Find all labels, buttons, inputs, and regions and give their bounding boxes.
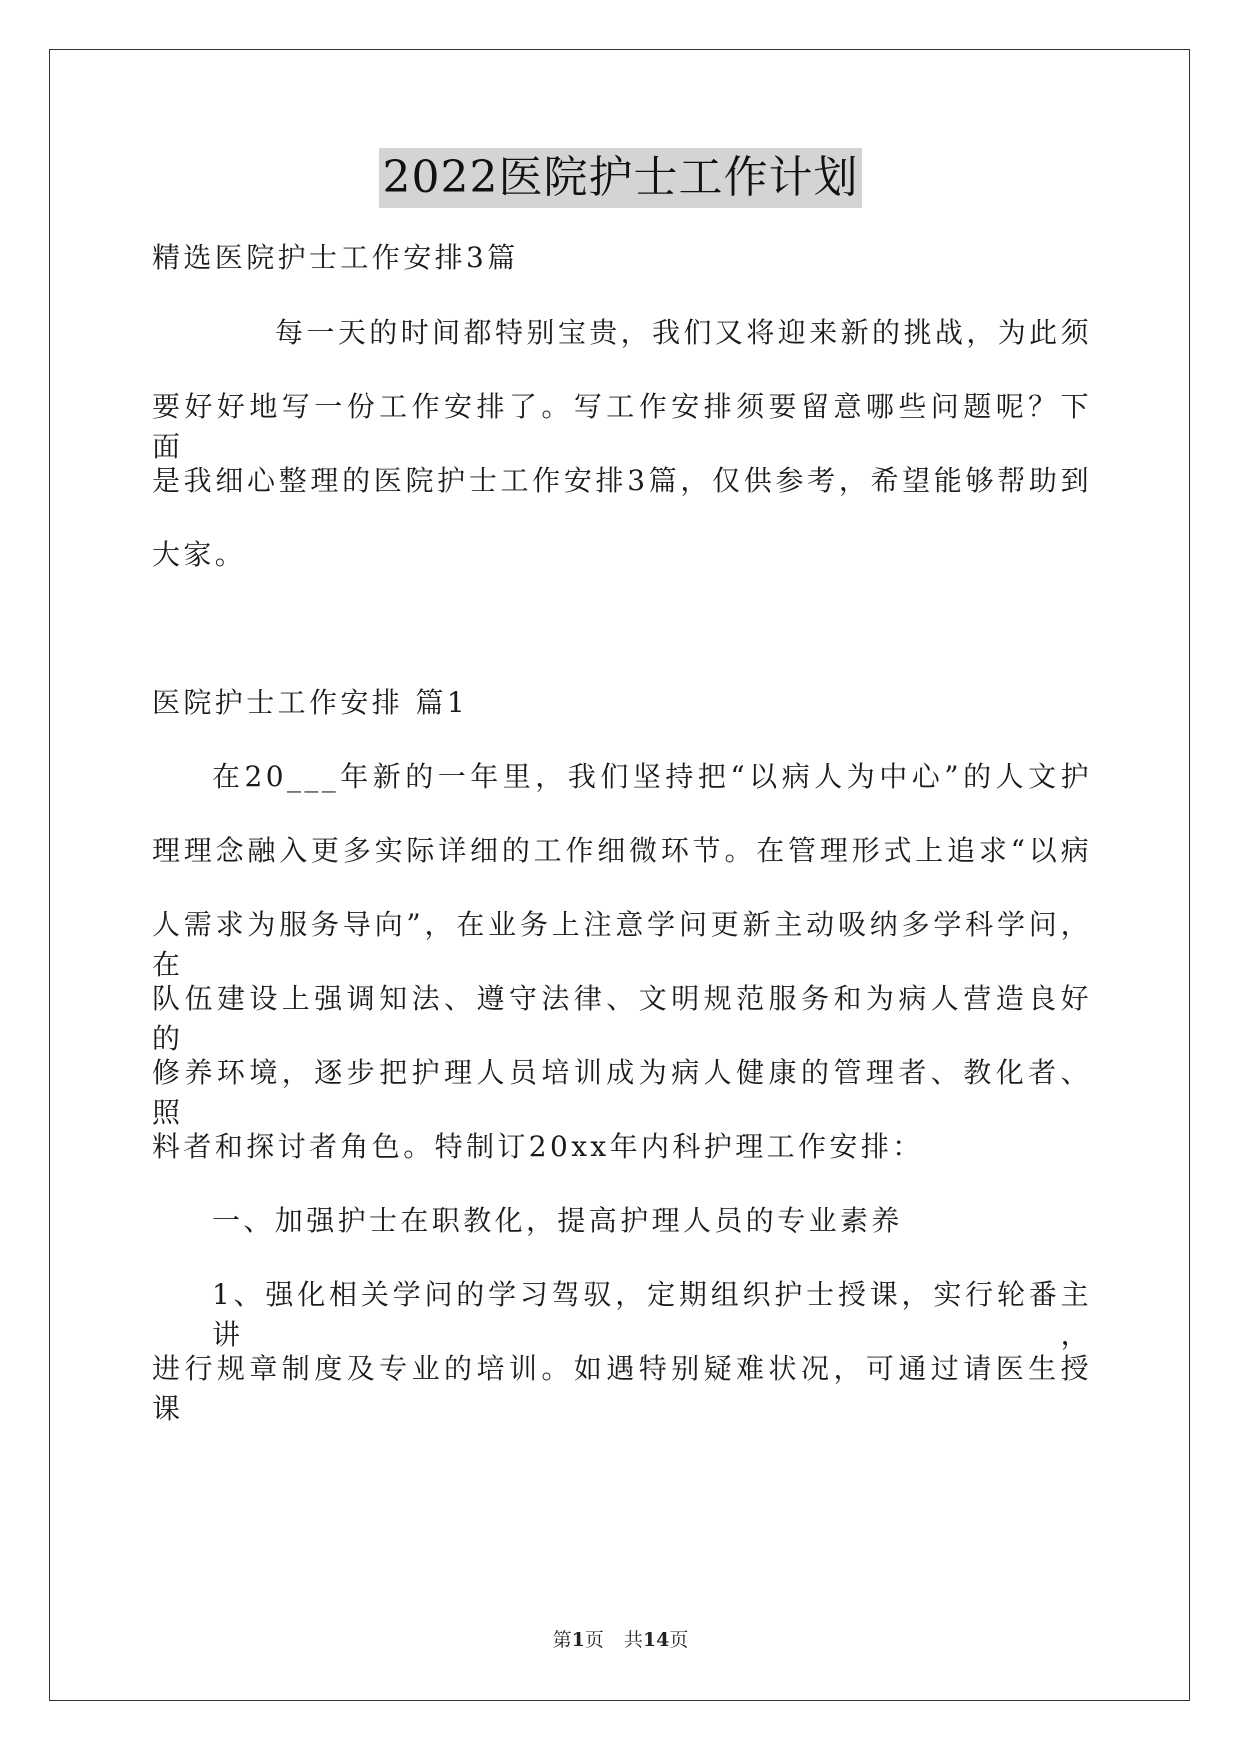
item-line: 1、强化相关学问的学习驾驭，定期组织护士授课，实行轮番主讲， [212, 1278, 1092, 1351]
footer-page-number: 1 [571, 1629, 585, 1651]
body-line: 人需求为服务导向”，在业务上注意学问更新主动吸纳多学科学问，在 [152, 908, 1092, 981]
footer-total-suffix: 页 [669, 1629, 689, 1651]
subheading: 一、加强护士在职教化，提高护理人员的专业素养 [212, 1204, 903, 1237]
body-line: 料者和探讨者角色。特制订20xx年内科护理工作安排： [152, 1130, 924, 1163]
title-container [0, 148, 1241, 208]
document-title: 2022医院护士工作计划 [379, 148, 863, 208]
item-line: 进行规章制度及专业的培训。如遇特别疑难状况，可通过请医生授课 [152, 1352, 1092, 1425]
document-subtitle: 精选医院护士工作安排3篇 [152, 241, 519, 274]
page-border [49, 49, 1190, 1701]
intro-line: 是我细心整理的医院护士工作安排3篇，仅供参考，希望能够帮助到 [152, 464, 1092, 497]
page-footer [0, 1626, 1241, 1654]
body-line: 队伍建设上强调知法、遵守法律、文明规范服务和为病人营造良好的 [152, 982, 1092, 1055]
intro-line: 大家。 [152, 538, 247, 571]
body-line: 修养环境，逐步把护理人员培训成为病人健康的管理者、教化者、照 [152, 1056, 1092, 1129]
footer-total-pages: 14 [642, 1629, 670, 1651]
body-line: 在20___年新的一年里，我们坚持把“以病人为中心”的人文护 [212, 760, 1092, 793]
footer-page-prefix: 第 [552, 1629, 572, 1651]
section-heading: 医院护士工作安排 篇1 [152, 686, 469, 719]
intro-line: 要好好地写一份工作安排了。写工作安排须要留意哪些问题呢？下面 [152, 390, 1092, 463]
body-line: 理理念融入更多实际详细的工作细微环节。在管理形式上追求“以病 [152, 834, 1092, 867]
footer-page-suffix: 页 [584, 1629, 604, 1651]
footer-total-prefix: 共 [623, 1629, 643, 1651]
intro-line: 每一天的时间都特别宝贵，我们又将迎来新的挑战，为此须 [275, 316, 1092, 349]
